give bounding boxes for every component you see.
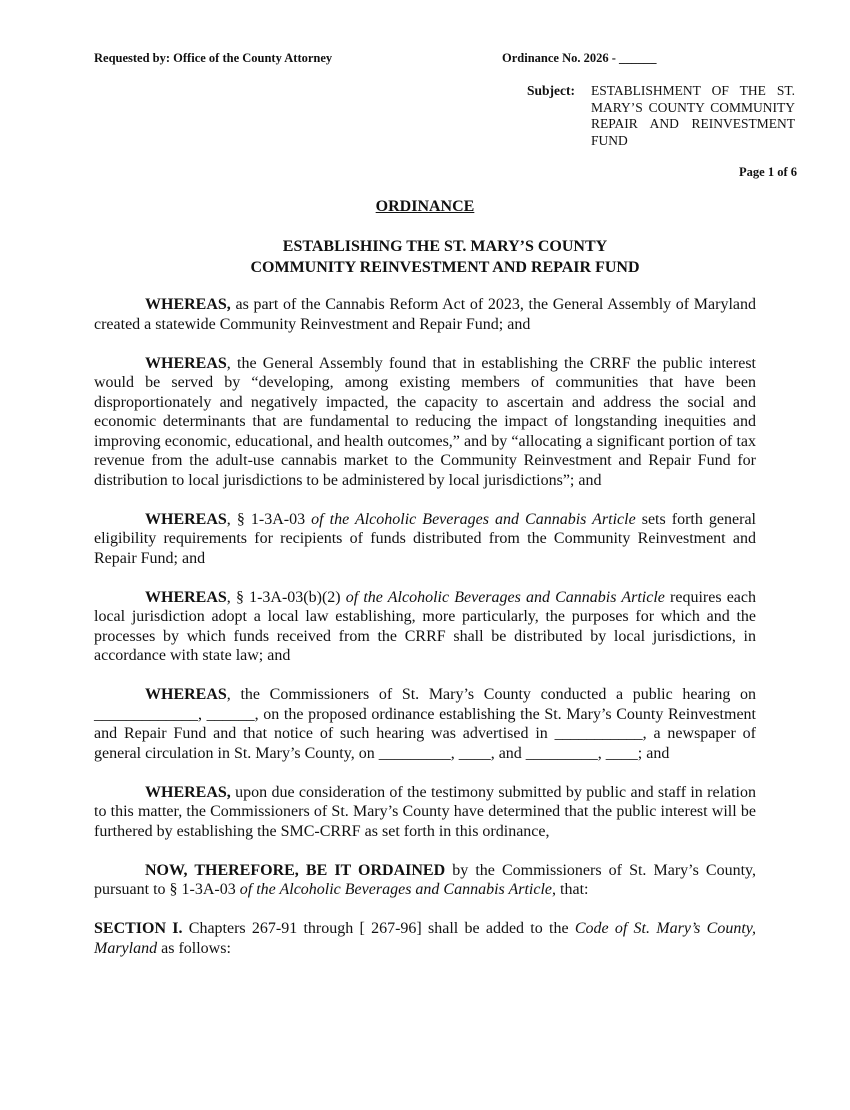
- paragraph-text: sets forth general eligibility requirements for recipients of funds distributed from the Community Reinvestment and Repair Fund; and: [94, 510, 756, 567]
- whereas-lead: WHEREAS: [145, 510, 227, 528]
- paragraph-text: , the General Assembly found that in establishing the CRRF the public interest would be served by “developing, among existing members of communities that have been disproportionately and negatively impacted, the capacity to ascertain and address the social and economic determinants that are fundamental to reducing the impact of longstanding inequities and improving economic, educational, and health outcomes,” and by “allocating a significant portion of tax revenue from the adult-use cannabis market to the Community Reinvestment and Repair Fund for distribution to local jurisdictions to be administered by local jurisdictions”; and: [94, 354, 756, 489]
- document-title: ORDINANCE: [375, 198, 475, 215]
- whereas-lead: WHEREAS: [145, 354, 227, 372]
- article-citation: of the Alcoholic Beverages and Cannabis Article: [345, 588, 665, 606]
- paragraph-text: requires each local jurisdiction adopt a local law establishing, more particularly, the purposes for which and the processes by which funds received from the CRRF shall be distributed by local jurisdictions, in accordance with state law; and: [94, 588, 756, 664]
- paragraph-text: by the Commissioners of St. Mary’s County, pursuant to § 1-3A-03: [94, 861, 756, 898]
- paragraph-text: , § 1-3A-03: [226, 510, 312, 528]
- paragraph-text: , the Commissioners of St. Mary’s County conducted a public hearing on _____________, ______, on the proposed ordinance establishing the St. Mary’s County Reinvestment and Repair Fund and that notice of such hearing was advertised in ___________, a newspaper of general circulation in St. Mary’s County, on _________, ____, and _________, ____; and: [94, 686, 756, 762]
- whereas-paragraph-3: [94, 510, 756, 569]
- section-one-paragraph: [94, 919, 756, 958]
- page-number: Page 1 of 6: [739, 165, 797, 179]
- subject-label: Subject:: [527, 83, 575, 98]
- paragraph-text: , that:: [552, 881, 589, 898]
- whereas-lead: WHEREAS: [145, 686, 227, 703]
- whereas-lead: WHEREAS: [145, 588, 227, 606]
- whereas-paragraph-2: [94, 354, 756, 491]
- ordained-paragraph: [94, 861, 756, 900]
- paragraph-text: Chapters 267-91 through [ 267-96] shall be added to the: [182, 920, 575, 937]
- subject-text: ESTABLISHMENT OF THE ST. MARY’S COUNTY COMMUNITY REPAIR AND REINVESTMENT FUND: [591, 83, 795, 148]
- whereas-paragraph-1: [94, 295, 756, 334]
- ordinance-title-line2: COMMUNITY REINVESTMENT AND REPAIR FUND: [250, 259, 640, 276]
- whereas-lead: WHEREAS,: [145, 296, 231, 313]
- ordained-lead: NOW, THEREFORE, BE IT ORDAINED: [145, 861, 446, 879]
- ordinance-title: [0, 236, 850, 278]
- ordinance-title-line1: ESTABLISHING THE ST. MARY’S COUNTY: [282, 238, 608, 255]
- paragraph-text: as follows:: [157, 939, 231, 957]
- requested-by: Requested by: Office of the County Attorney: [94, 51, 333, 65]
- whereas-paragraph-4: [94, 588, 756, 666]
- whereas-lead: WHEREAS,: [145, 783, 231, 801]
- section-heading: SECTION I.: [94, 920, 183, 937]
- ordinance-number: Ordinance No. 2026 - ______: [502, 51, 657, 65]
- whereas-paragraph-5: [94, 685, 756, 763]
- paragraph-text: upon due consideration of the testimony submitted by public and staff in relation to this matter, the Commissioners of St. Mary’s County have determined that the public interest will be furthered by establishing the SMC-CRRF as set forth in this ordinance,: [94, 783, 756, 840]
- paragraph-text: as part of the Cannabis Reform Act of 2023, the General Assembly of Maryland created a statewide Community Reinvestment and Repair Fund; and: [94, 296, 756, 333]
- code-citation: Code of St. Mary’s County, Maryland: [94, 920, 757, 957]
- whereas-paragraph-6: [94, 783, 756, 842]
- document-body: [94, 295, 756, 978]
- article-citation: of the Alcoholic Beverages and Cannabis Article: [239, 881, 553, 898]
- article-citation: of the Alcoholic Beverages and Cannabis Article: [311, 510, 636, 528]
- paragraph-text: , § 1-3A-03(b)(2): [226, 588, 346, 606]
